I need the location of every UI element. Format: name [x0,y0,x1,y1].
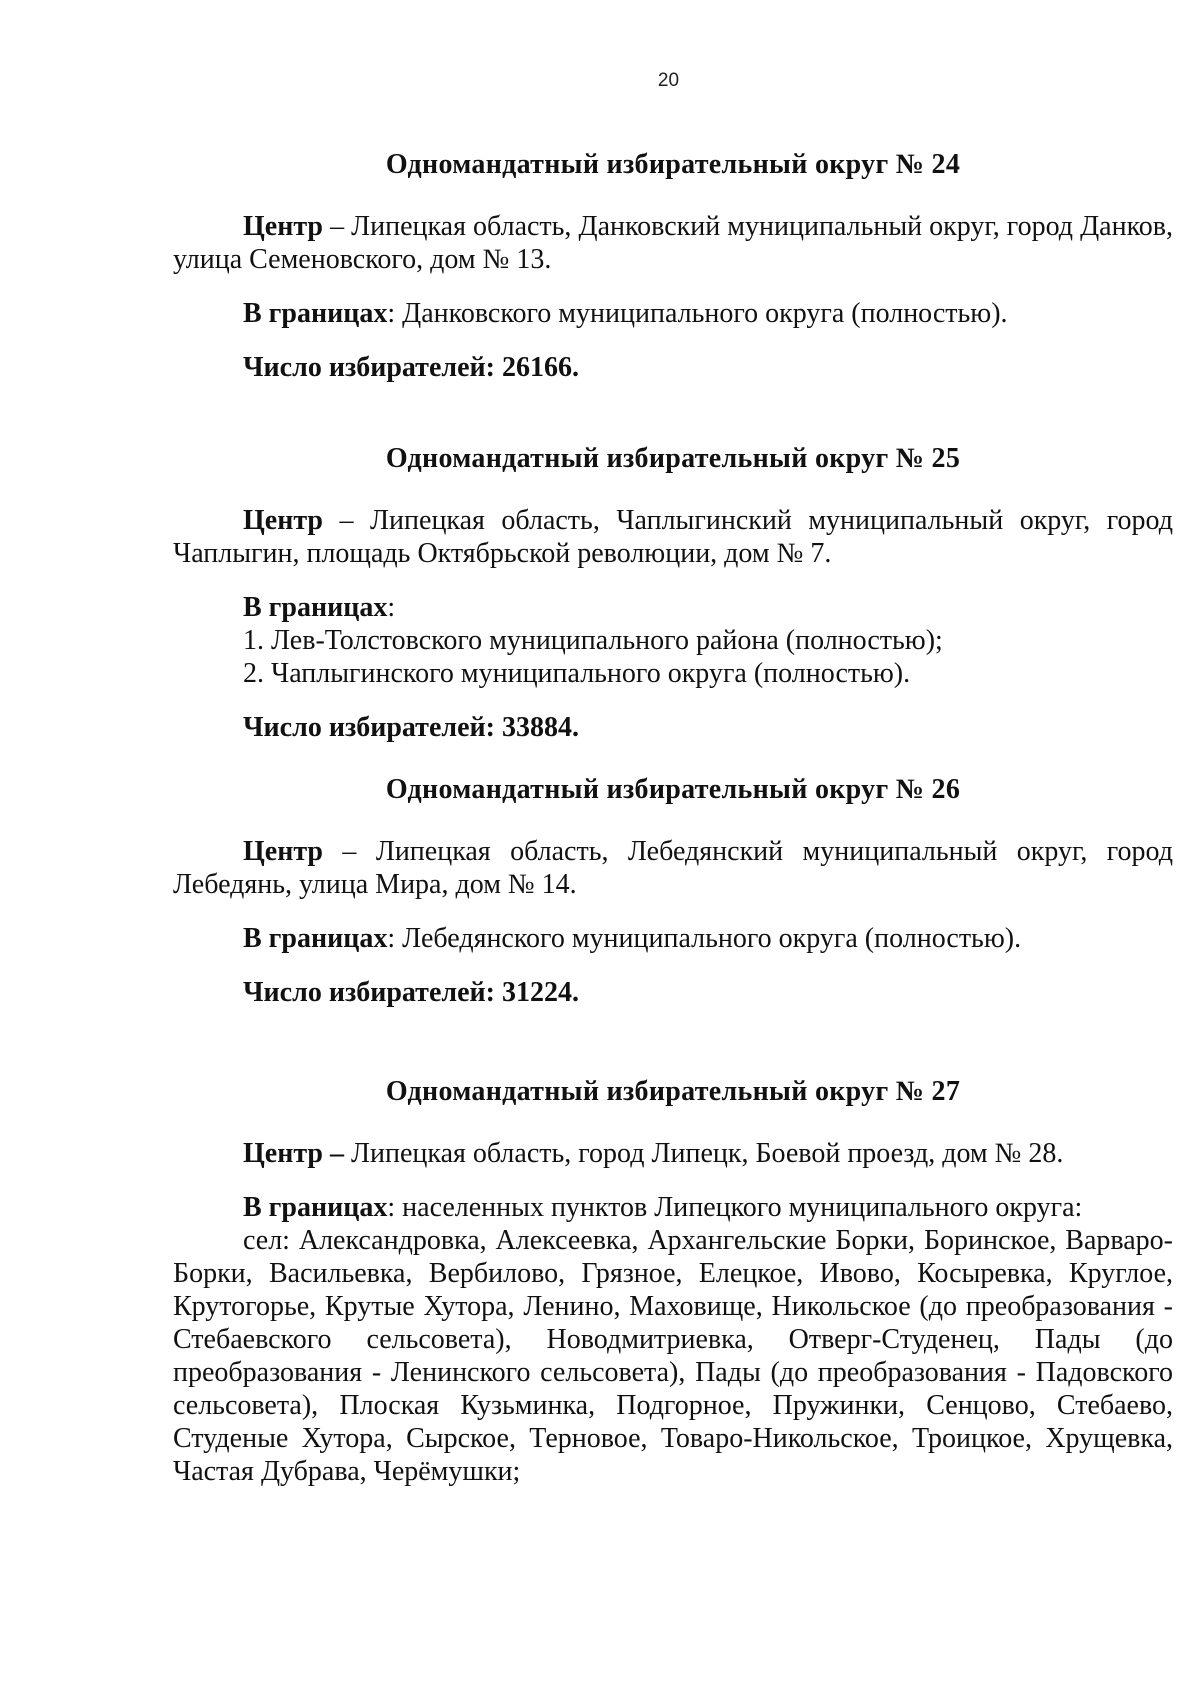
district-24-title: Одномандатный избирательный округ № 24 [385,149,961,180]
district-26-center [173,835,1173,901]
district-25-section [173,442,1173,744]
bounds-text: : Лебедянского муниципального округа (полностью). [387,923,1022,954]
district-26-section [173,773,1173,1009]
district-25-voters: Число избирателей: 33884. [243,712,579,743]
district-25-center [173,504,1173,570]
district-24-center [173,210,1173,276]
district-26-bounds [173,922,1173,955]
district-27-section [173,1075,1173,1488]
bounds-text: : Данковского муниципального округа (полностью). [387,298,1008,329]
district-25-bounds [173,591,1173,624]
center-text: – Липецкая область, Лебедянский муниципальный округ, город Лебедянь, улица Мира, дом № 14. [173,836,1173,900]
district-25-bounds-item-2: 2. Чаплыгинского муниципального округа (полностью). [243,658,911,689]
district-27-bounds [173,1191,1173,1224]
page-number: 20 [657,70,680,91]
center-text: – Липецкая область, Данковский муниципальный округ, город Данков, улица Семеновского, дом № 13. [173,211,1173,275]
district-27-settlements: сел: Александровка, Алексеевка, Архангельские Борки, Боринское, Варваро-Борки, Васильевка, Вербилово, Грязное, Елецкое, Ивово, Косыревка, Круглое, Крутогорье, Крутые Хутора, Ленино, Маховище, Никольское (до преобразования - Стебаевского сельсовета), Новодмитриевка, Отверг-Студенец, Пады (до преобразования - Ленинского сельсовета), Пады (до преобразования - Падовского сельсовета), Плоская Кузьминка, Подгорное, Пружинки, Сенцово, Стебаево, Студеные Хутора, Сырское, Терновое, Товаро-Никольское, Троицкое, Хрущевка, Частая Дубрава, Черёмушки; [173,1225,1173,1487]
center-text: Липецкая область, город Липецк, Боевой проезд, дом № 28. [344,1138,1064,1169]
bounds-text: : населенных пунктов Липецкого муниципального округа: [387,1192,1083,1223]
district-24-section [173,148,1173,384]
center-label: Центр [243,211,324,242]
center-label: Центр [243,836,324,867]
district-26-voters: Число избирателей: 31224. [243,977,579,1008]
bounds-label: В границах [243,923,388,954]
center-text: – Липецкая область, Чаплыгинский муниципальный округ, город Чаплыгин, площадь Октябрьской революции, дом № 7. [173,505,1173,569]
bounds-suffix: : [387,592,396,623]
bounds-label: В границах [243,298,388,329]
district-24-bounds [173,297,1173,330]
district-24-voters: Число избирателей: 26166. [243,352,579,383]
district-26-title: Одномандатный избирательный округ № 26 [385,774,961,805]
district-25-title: Одномандатный избирательный округ № 25 [385,443,961,474]
bounds-label: В границах [243,1192,388,1223]
center-label: Центр – [243,1138,345,1169]
district-27-title: Одномандатный избирательный округ № 27 [385,1076,961,1107]
center-label: Центр [243,505,324,536]
district-25-bounds-item-1: 1. Лев-Толстовского муниципального района (полностью); [243,625,943,656]
district-27-center [173,1137,1173,1170]
document-body [173,148,1173,1488]
bounds-label: В границах [243,592,388,623]
